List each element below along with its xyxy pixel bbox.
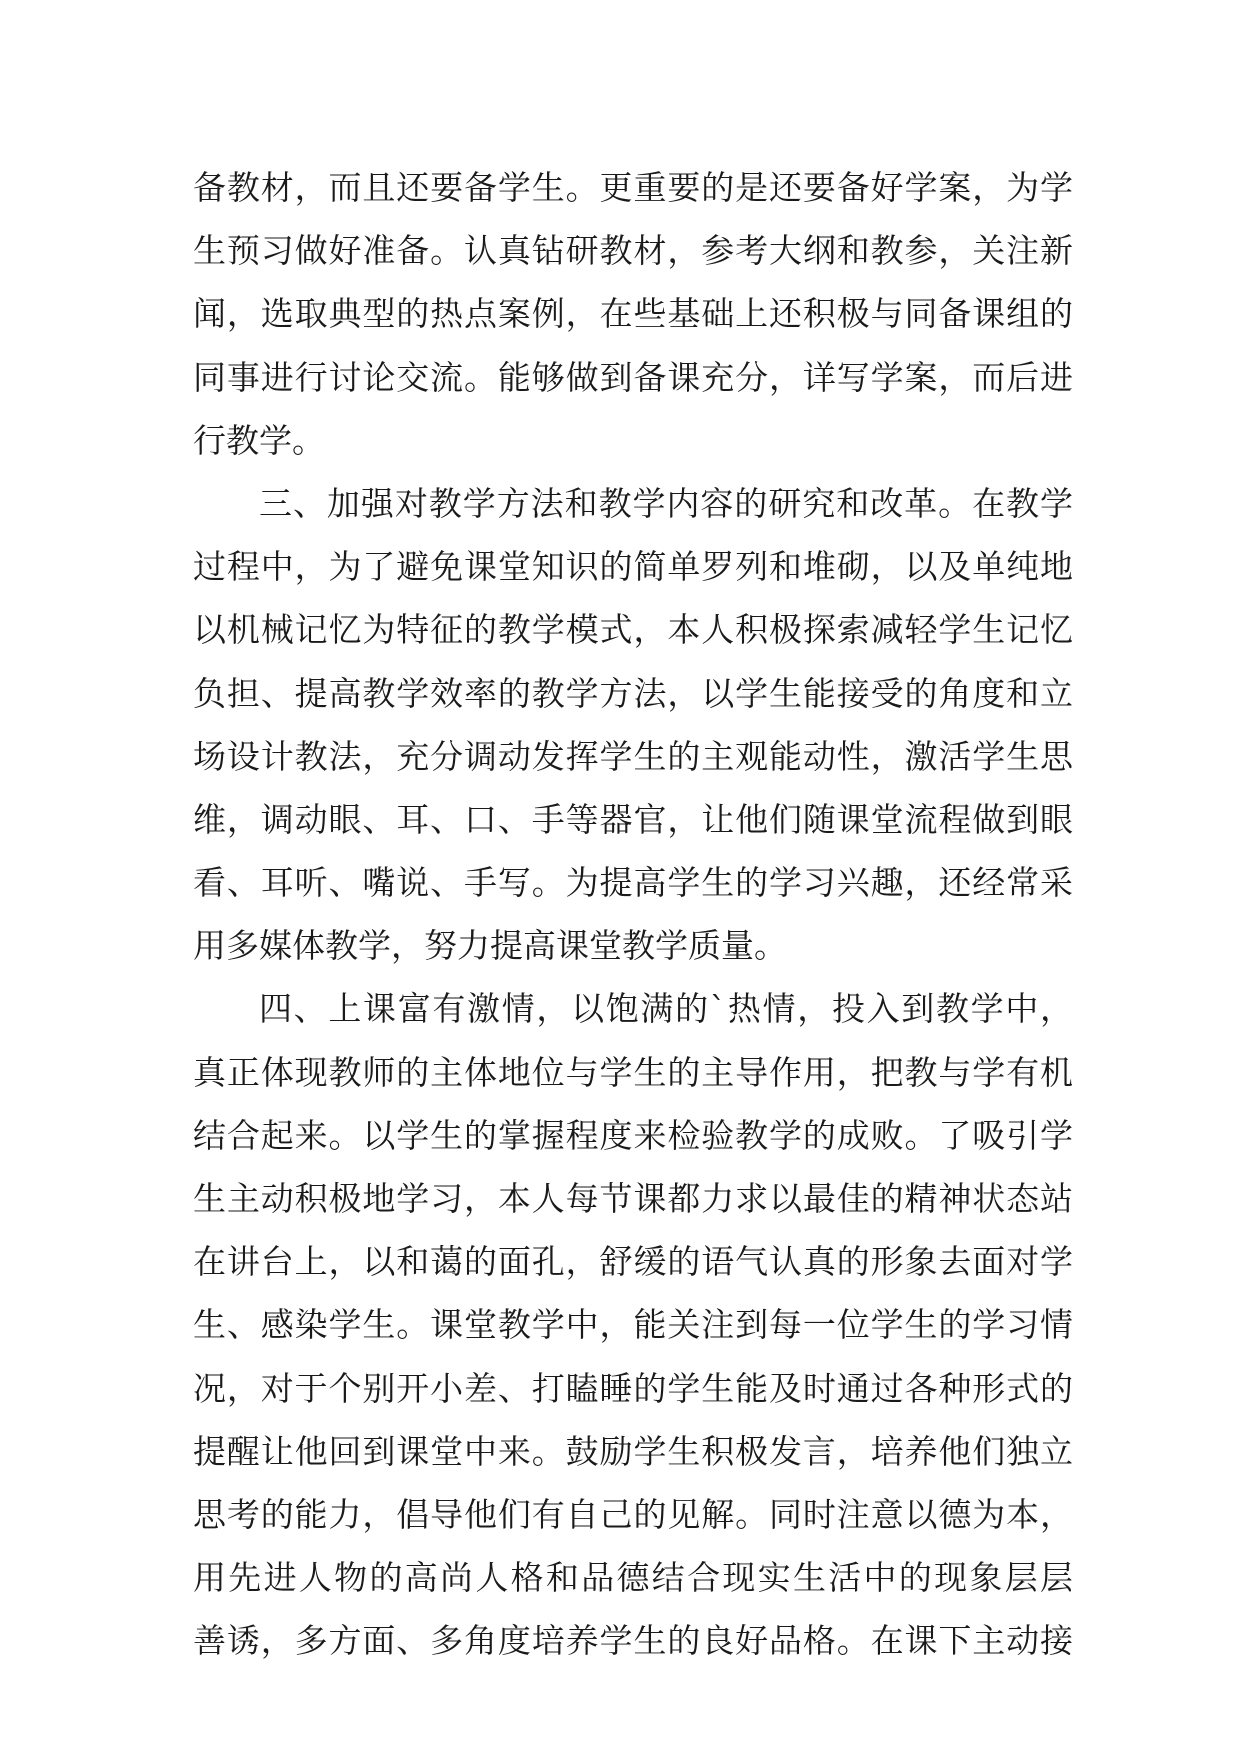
text-line: 思考的能力，倡导他们有自己的见解。同时注意以德为本， xyxy=(193,1494,1073,1534)
text-line: 闻，选取典型的热点案例，在些基础上还积极与同备课组的 xyxy=(193,294,1073,334)
text-line: 善诱，多方面、多角度培养学生的良好品格。在课下主动接 xyxy=(193,1621,1073,1661)
text-line: 真正体现教师的主体地位与学生的主导作用，把教与学有机 xyxy=(193,1052,1073,1092)
text-line: 生主动积极地学习，本人每节课都力求以最佳的精神状态站 xyxy=(193,1179,1073,1218)
text-line: 生、感染学生。课堂教学中，能关注到每一位学生的学习情 xyxy=(193,1305,1073,1345)
text-line: 用先进人物的高尚人格和品德结合现实生活中的现象层层 xyxy=(193,1558,1073,1598)
text-line: 过程中，为了避免课堂知识的简单罗列和堆砌，以及单纯地 xyxy=(193,547,1073,587)
text-line: 备教材，而且还要备学生。更重要的是还要备好学案，为学 xyxy=(193,168,1073,207)
paragraph-start-line: 三、加强对教学方法和教学内容的研究和改革。在教学 xyxy=(259,483,1073,523)
text-line: 维，调动眼、耳、口、手等器官，让他们随课堂流程做到眼 xyxy=(193,799,1073,839)
text-line: 看、耳听、嘴说、手写。为提高学生的学习兴趣，还经常采 xyxy=(193,863,1073,903)
body-text xyxy=(193,156,1073,1673)
text-line: 以机械记忆为特征的教学模式，本人积极探索减轻学生记忆 xyxy=(193,610,1073,650)
text-line: 生预习做好准备。认真钻研教材，参考大纲和教参，关注新 xyxy=(193,231,1073,271)
text-line: 在讲台上，以和蔼的面孔，舒缓的语气认真的形象去面对学 xyxy=(193,1242,1073,1282)
text-line: 负担、提高教学效率的教学方法，以学生能接受的角度和立 xyxy=(193,673,1073,713)
text-line: 提醒让他回到课堂中来。鼓励学生积极发言，培养他们独立 xyxy=(193,1431,1073,1471)
text-line: 场设计教法，充分调动发挥学生的主观能动性，激活学生思 xyxy=(193,736,1073,776)
text-line: 况，对于个别开小差、打瞌睡的学生能及时通过各种形式的 xyxy=(193,1368,1073,1408)
text-line: 用多媒体教学，努力提高课堂教学质量。 xyxy=(193,926,787,966)
text-line: 同事进行讨论交流。能够做到备课充分，详写学案，而后进 xyxy=(193,357,1073,397)
paragraph-start-line: 四、上课富有激情，以饱满的`热情，投入到教学中， xyxy=(259,989,1073,1029)
text-line: 结合起来。以学生的掌握程度来检验教学的成败。了吸引学 xyxy=(193,1115,1073,1155)
text-line: 行教学。 xyxy=(193,420,325,460)
